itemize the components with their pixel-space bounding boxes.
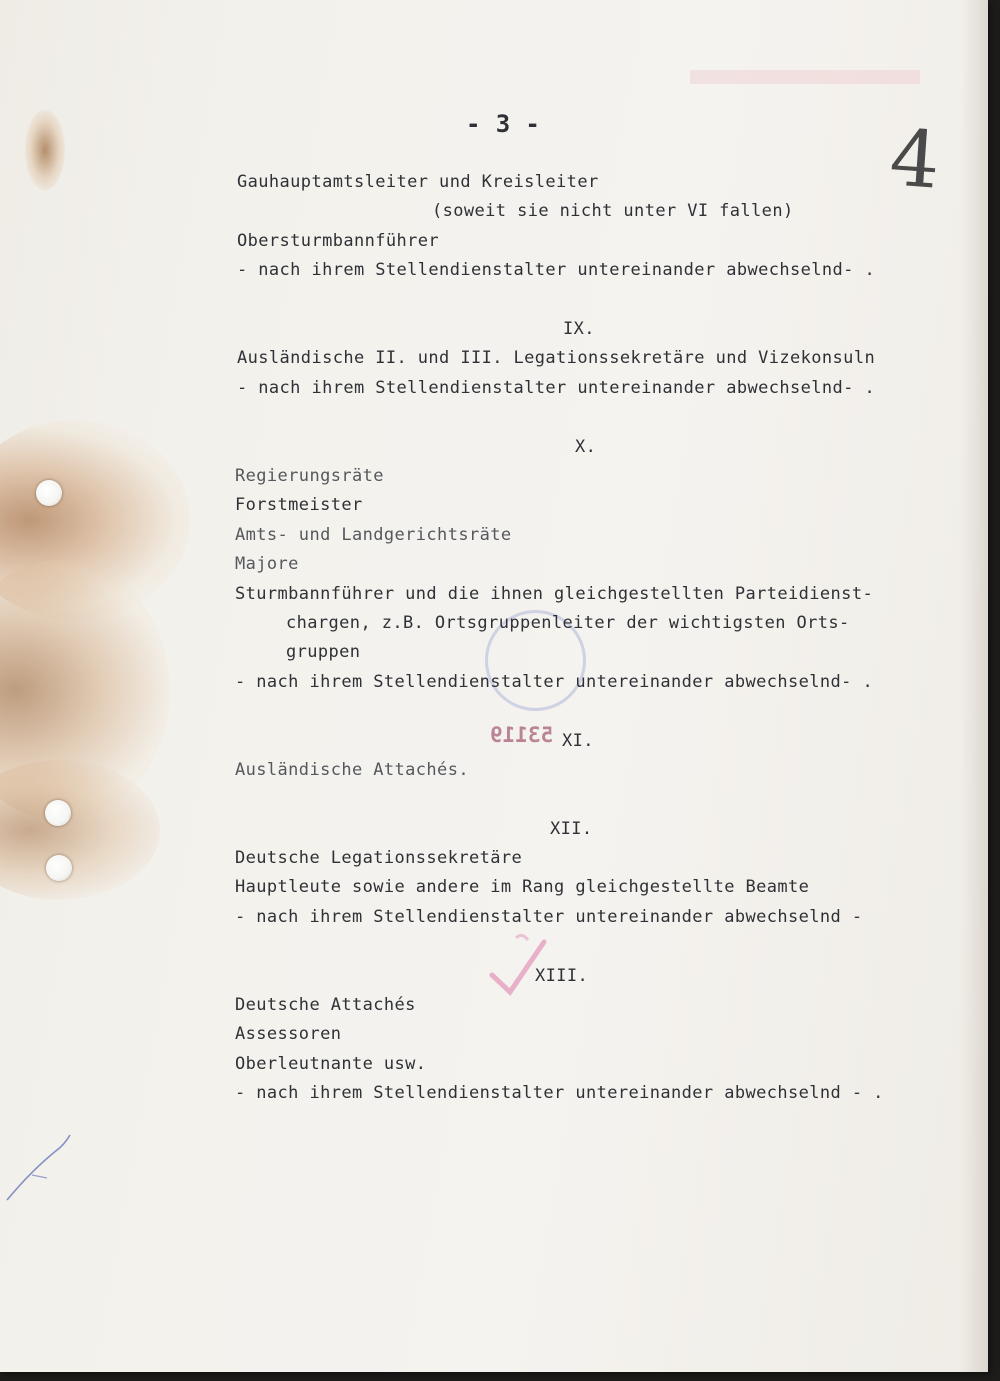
- text-line: Amts- und Landgerichtsräte: [235, 525, 512, 545]
- text-line: - nach ihrem Stellendienstalter untereinander abwechselnd- .: [237, 260, 876, 280]
- text-line: Ausländische Attachés.: [235, 760, 469, 780]
- text-line: Deutsche Attachés: [235, 995, 416, 1015]
- text-line: Majore: [235, 554, 299, 574]
- stamp-number: 53119: [490, 723, 554, 747]
- blue-pen-mark: [2, 1130, 82, 1210]
- section-heading: IX.: [563, 319, 595, 339]
- text-line: Ausländische II. und III. Legationssekretäre und Vizekonsuln: [237, 348, 876, 368]
- section-heading: X.: [575, 437, 597, 457]
- text-line: Hauptleute sowie andere im Rang gleichgestellte Beamte: [235, 877, 810, 897]
- burn-stain-top: [0, 420, 190, 620]
- section-heading: XII.: [550, 819, 593, 839]
- text-line: (soweit sie nicht unter VI fallen): [432, 201, 794, 221]
- text-line: Obersturmbannführer: [237, 231, 440, 251]
- punch-hole-3: [46, 855, 72, 881]
- text-line: Oberleutnante usw.: [235, 1054, 427, 1074]
- burn-stain-bottom: [0, 760, 160, 900]
- text-line: Forstmeister: [235, 495, 363, 515]
- text-line: - nach ihrem Stellendienstalter untereinander abwechselnd - .: [235, 1083, 884, 1103]
- text-line: Regierungsräte: [235, 466, 384, 486]
- pink-margin-stamp: [690, 70, 920, 84]
- text-line: - nach ihrem Stellendienstalter untereinander abwechselnd- .: [235, 672, 874, 692]
- handwritten-folio-number: 4: [886, 113, 943, 207]
- text-line: chargen, z.B. Ortsgruppenleiter der wichtigsten Orts-: [286, 613, 850, 633]
- text-line: Sturmbannführer und die ihnen gleichgestellten Parteidienst-: [235, 584, 874, 604]
- text-line: Deutsche Legationssekretäre: [235, 848, 523, 868]
- burn-stain-middle: [0, 560, 170, 820]
- section-heading: XIII.: [535, 966, 589, 986]
- text-line: - nach ihrem Stellendienstalter untereinander abwechselnd -: [235, 907, 863, 927]
- text-line: gruppen: [286, 642, 361, 662]
- text-line: Gauhauptamtsleiter und Kreisleiter: [237, 172, 599, 192]
- text-line: Assessoren: [235, 1024, 342, 1044]
- punch-hole-1: [36, 480, 62, 506]
- page-number: - 3 -: [466, 110, 541, 138]
- burn-stain-upper-left: [25, 110, 65, 190]
- punch-hole-2: [45, 800, 71, 826]
- section-heading: XI.: [562, 731, 594, 751]
- text-line: - nach ihrem Stellendienstalter untereinander abwechselnd- .: [237, 378, 876, 398]
